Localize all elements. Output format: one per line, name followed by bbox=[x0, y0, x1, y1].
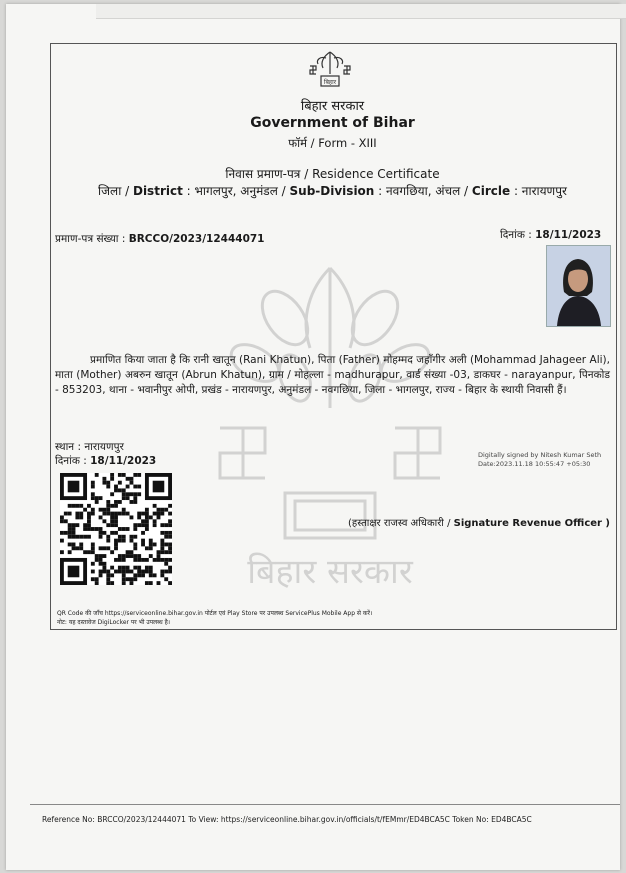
verification-qr-code bbox=[60, 473, 172, 585]
certificate-number bbox=[55, 232, 265, 246]
bihar-emblem-icon bbox=[306, 48, 354, 90]
qr-note bbox=[57, 609, 372, 627]
digital-signature-date: Date:2023.11.18 10:55:47 +05:30 bbox=[478, 460, 591, 468]
state-name-hindi: बिहार सरकार bbox=[300, 99, 365, 114]
subdivision-label: Sub-Division bbox=[289, 184, 375, 198]
certificate-date-value: 18/11/2023 bbox=[535, 229, 602, 241]
watermark-text: बिहार सरकार bbox=[247, 552, 413, 592]
place-value: नारायणपुर bbox=[84, 441, 124, 453]
district-line bbox=[50, 182, 615, 199]
government-watermark bbox=[215, 258, 445, 593]
signatory-line bbox=[348, 515, 610, 529]
issue-date-line bbox=[55, 454, 156, 468]
signatory-english: Signature Revenue Officer ) bbox=[453, 518, 611, 529]
district-value: : भागलपुर, अनुमंडल / bbox=[182, 184, 290, 198]
subdivision-value: : नवगछिया, अंचल / bbox=[374, 184, 472, 198]
digital-signature-signer: Digitally signed by Nitesh Kumar Seth bbox=[478, 451, 602, 459]
folded-paper-edge bbox=[96, 4, 626, 19]
district-label: जिला / bbox=[98, 184, 133, 198]
digital-signature bbox=[478, 451, 601, 469]
certificate-date-label: दिनांक : bbox=[500, 229, 536, 241]
circle-label: Circle bbox=[471, 184, 511, 198]
certificate-date bbox=[500, 228, 601, 242]
district-label-en: District bbox=[132, 184, 183, 198]
issue-date-value: 18/11/2023 bbox=[90, 455, 157, 467]
government-title: Government of Bihar bbox=[250, 115, 415, 131]
reference-line: Reference No: BRCCO/2023/12444071 To View: https://serviceonline.bihar.gov.in/officials/t/fEMmr/ED4BCA5C Token No: ED4BCA5C bbox=[42, 815, 532, 824]
signatory-hindi: (हस्ताक्षर राजस्व अधिकारी / bbox=[348, 518, 454, 529]
emblem-text: बिहार bbox=[323, 79, 337, 86]
form-number: फॉर्म / Form - XIII bbox=[288, 136, 377, 150]
certificate-title: निवास प्रमाण-पत्र / Residence Certificate bbox=[225, 167, 440, 181]
circle-value: : नारायणपुर bbox=[510, 184, 567, 198]
place-line bbox=[55, 440, 124, 454]
place-label: स्थान : bbox=[55, 441, 85, 453]
certificate-number-value: BRCCO/2023/12444071 bbox=[128, 233, 265, 245]
applicant-photo bbox=[546, 245, 611, 327]
digilocker-note: नोट: यह दस्तावेज DigiLocker पर भी उपलब्ध है। bbox=[57, 619, 171, 626]
issue-date-label: दिनांक : bbox=[55, 455, 91, 467]
certificate-statement: प्रमाणित किया जाता है कि रानी खातून (Rani Khatun), पिता (Father) मोहम्मद जहाँगीर अली (Mohammad Jahageer Ali), माता (Mother) अबरुन खातून (Abrun Khatun), ग्राम / मोहल्ला - madhurapur, वार्ड संख्या -03, डाकघर - narayanpur, पिनकोड - 853203, थाना - भवानीपुर ओपी, प्रखंड - नारायणपुर, अनुमंडल - नवगछिया, जिला - भागलपुर, राज्य - बिहार के स्थायी निवासी हैं। bbox=[55, 354, 610, 396]
certificate-number-label: प्रमाण-पत्र संख्या : bbox=[55, 233, 129, 245]
qr-verification-note: QR Code की जाँच https://serviceonline.bihar.gov.in पोर्टल एवं Play Store पर उपलब्ध ServicePlus Mobile App से करें। bbox=[57, 610, 373, 617]
footer-divider bbox=[30, 804, 620, 805]
